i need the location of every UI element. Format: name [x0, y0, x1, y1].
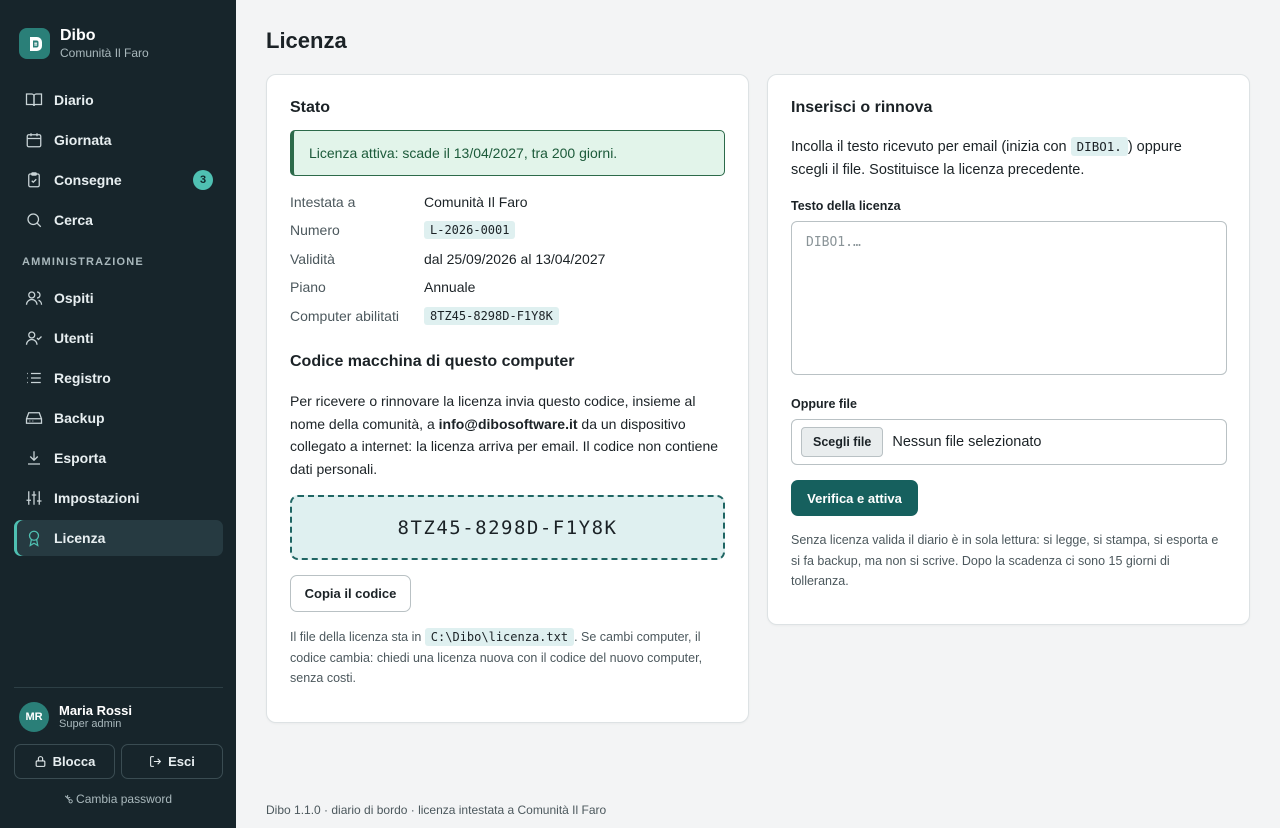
footer: Dibo 1.1.0 · diario di bordo · licenza intestata a Comunità Il Faro — [266, 803, 607, 817]
status-card — [266, 74, 749, 723]
machine-code-box: 8TZ45-8298D-F1Y8K — [290, 495, 725, 560]
nav-item-consegne[interactable] — [14, 162, 223, 198]
sidebar-divider — [14, 687, 223, 688]
admin-nav — [14, 280, 223, 560]
license-prefix-code: DIBO1. — [1071, 137, 1128, 156]
nav-item-esporta[interactable] — [14, 440, 223, 476]
renew-title: Inserisci o rinnova — [791, 99, 933, 116]
page-title: Licenza — [266, 28, 347, 53]
file-status: Nessun file selezionato — [892, 434, 1042, 450]
nav-label: Cerca — [54, 212, 93, 228]
logout-label: Esci — [168, 754, 195, 769]
info-key: Validità — [290, 251, 335, 267]
lock-icon — [34, 755, 47, 768]
book-icon — [25, 91, 43, 109]
read-only-note: Senza licenza valida il diario è in sola lettura: si legge, si stampa, si esporta e si fa backup, ma non si scrive. Dopo la scadenza ci sono 15 giorni di tolleranza. — [791, 533, 1219, 588]
nav-label: Registro — [54, 370, 111, 386]
info-value: Annuale — [424, 279, 476, 295]
license-number: L-2026-0001 — [424, 221, 515, 239]
consegne-count-badge: 3 — [193, 170, 213, 190]
renew-description — [791, 136, 1221, 181]
license-file-input[interactable] — [791, 419, 1227, 465]
nav-label: Giornata — [54, 132, 112, 148]
note-text: . Se cambi computer, il codice cambia: chiedi una licenza nuova con il codice del nuovo computer, senza costi. — [290, 630, 703, 685]
nav-label: Ospiti — [54, 290, 94, 306]
info-row — [290, 191, 527, 213]
support-email[interactable]: info@dibosoftware.it — [438, 415, 578, 432]
nav-label: Diario — [54, 92, 94, 108]
users-icon — [25, 289, 43, 307]
info-row — [290, 276, 475, 298]
desc-text: ) oppure scegli il file. Sostituisce la licenza precedente. — [791, 139, 1182, 178]
dibo-logo-icon — [19, 28, 50, 59]
change-password-label: Cambia password — [76, 792, 173, 806]
info-value: dal 25/09/2026 al 13/04/2027 — [424, 251, 606, 267]
nav-label: Consegne — [54, 172, 122, 188]
user-name: Maria Rossi — [59, 703, 132, 718]
desc-text: da un dispositivo collegato a internet: la licenza arriva per email. Il codice non contiene dati personali. — [290, 415, 719, 477]
license-file-path: C:\Dibo\licenza.txt — [425, 628, 574, 646]
nav-label: Utenti — [54, 330, 94, 346]
nav-item-impostazioni[interactable] — [14, 480, 223, 516]
verify-activate-button[interactable]: Verifica e attiva — [791, 480, 918, 516]
download-icon — [25, 449, 43, 467]
user-role: Super admin — [59, 718, 122, 730]
info-row — [290, 219, 515, 241]
license-file-note — [290, 627, 730, 689]
change-password-link[interactable] — [0, 792, 236, 806]
brand[interactable] — [19, 27, 149, 60]
calendar-icon — [25, 131, 43, 149]
file-label: Oppure file — [791, 397, 857, 411]
hard-drive-icon — [25, 409, 43, 427]
lock-label: Blocca — [52, 754, 96, 769]
info-row — [290, 248, 605, 270]
nav-label: Esporta — [54, 450, 107, 466]
machine-code-description — [290, 390, 730, 480]
enabled-computer-code: 8TZ45-8298D-F1Y8K — [424, 307, 559, 325]
desc-text: Incolla il testo ricevuto per email (inizia con — [791, 139, 1071, 155]
license-active-alert: Licenza attiva: scade il 13/04/2027, tra 200 giorni. — [290, 130, 725, 176]
nav-item-giornata[interactable] — [14, 122, 223, 158]
user-info — [19, 702, 132, 732]
avatar: MR — [19, 702, 49, 732]
logout-icon — [149, 755, 162, 768]
license-text-label: Testo della licenza — [791, 199, 901, 213]
sliders-icon — [25, 489, 43, 507]
license-text-input[interactable]: DIBO1.… — [791, 221, 1227, 375]
nav-label: Impostazioni — [54, 490, 140, 506]
copy-code-button[interactable]: Copia il codice — [290, 575, 411, 612]
nav-label: Licenza — [54, 530, 106, 546]
search-icon — [25, 211, 43, 229]
nav-item-utenti[interactable] — [14, 320, 223, 356]
app-name: Dibo — [60, 27, 96, 44]
nav-item-licenza[interactable] — [14, 520, 223, 556]
desc-text: Per ricevere o rinnovare la licenza invia questo codice, insieme al nome della comunità, a — [290, 393, 696, 432]
nav-item-diario[interactable] — [14, 82, 223, 118]
nav-item-registro[interactable] — [14, 360, 223, 396]
section-label-admin: AMMINISTRAZIONE — [22, 256, 144, 268]
user-check-icon — [25, 329, 43, 347]
nav-item-ospiti[interactable] — [14, 280, 223, 316]
note-text: Il file della licenza sta in — [290, 630, 425, 644]
info-key: Piano — [290, 279, 326, 295]
choose-file-button[interactable]: Scegli file — [801, 427, 883, 457]
machine-code-title: Codice macchina di questo computer — [290, 353, 575, 370]
list-icon — [25, 369, 43, 387]
lock-button[interactable] — [14, 744, 115, 779]
key-icon: ⚷ — [60, 790, 77, 808]
nav-label: Backup — [54, 410, 105, 426]
nav-item-cerca[interactable] — [14, 202, 223, 238]
sidebar — [0, 0, 236, 828]
status-title: Stato — [290, 99, 330, 116]
main-nav — [14, 82, 223, 242]
logout-button[interactable] — [121, 744, 223, 779]
community-name: Comunità Il Faro — [60, 46, 149, 60]
nav-item-backup[interactable] — [14, 400, 223, 436]
renew-card — [767, 74, 1250, 625]
info-value: Comunità Il Faro — [424, 194, 528, 210]
clipboard-icon — [25, 171, 43, 189]
info-key: Intestata a — [290, 194, 356, 210]
info-key: Computer abilitati — [290, 308, 399, 324]
info-key: Numero — [290, 222, 340, 238]
info-row — [290, 305, 559, 327]
award-icon — [25, 529, 43, 547]
